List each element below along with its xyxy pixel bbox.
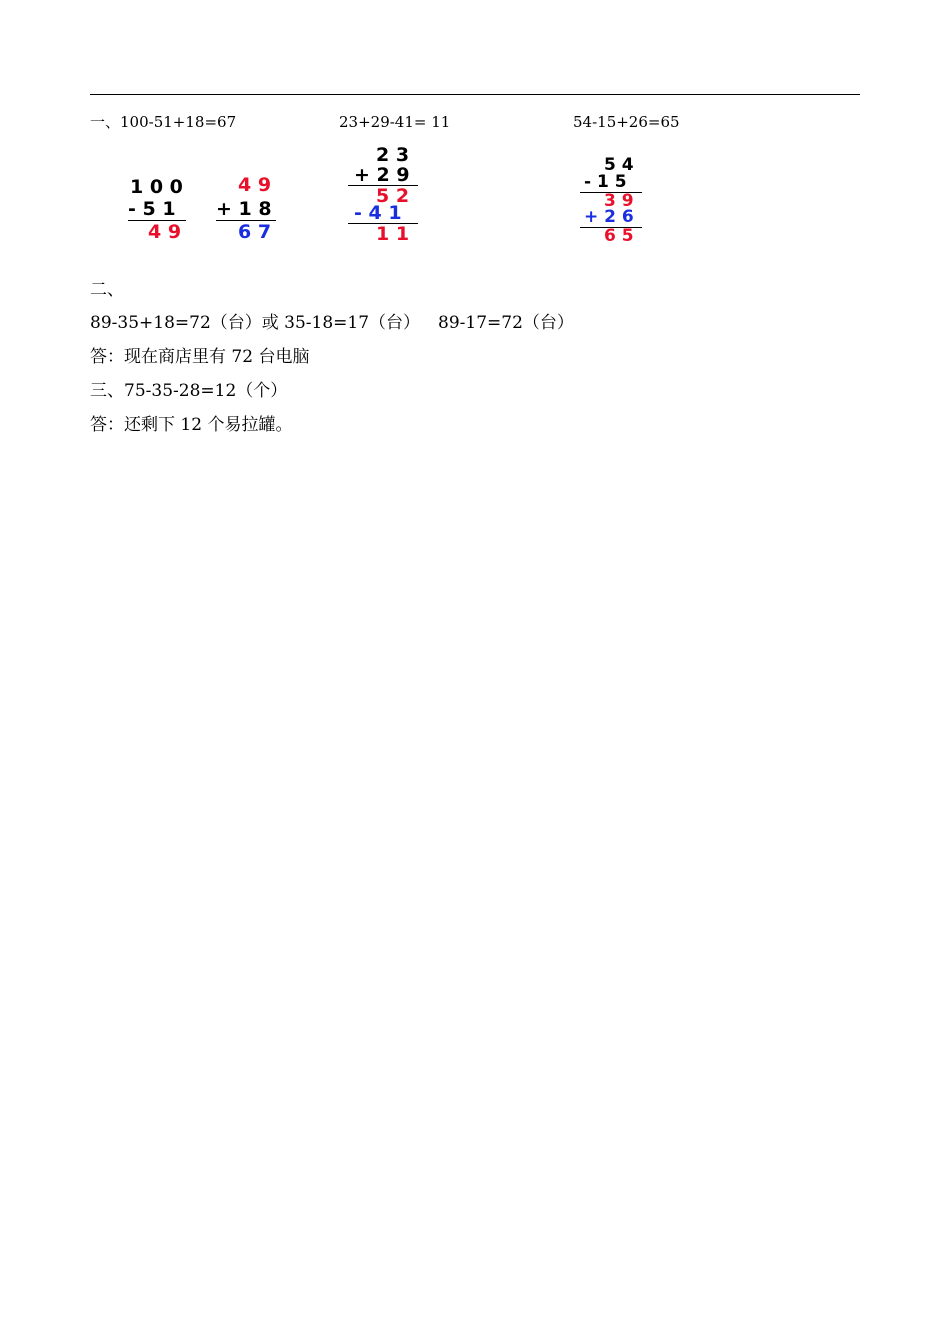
calc2-result: 1 1: [376, 223, 410, 245]
calc2-row1: 2 3: [376, 144, 410, 166]
vertical-calc-100-minus-51: [128, 176, 188, 246]
calc1a-row1: 1 0 0: [130, 176, 183, 198]
calc3-row1: 5 4: [604, 155, 634, 175]
calc1b-row2: + 1 8: [216, 198, 272, 220]
calc2-row2: + 2 9: [354, 164, 410, 186]
calc1b-result: 6 7: [238, 221, 272, 243]
section1-eq1: [90, 113, 236, 131]
vertical-calc-49-plus-18: [216, 174, 278, 246]
calc1a-row2: - 5 1: [128, 198, 176, 220]
section3-answer: 答：还剩下 12 个易拉罐。: [90, 415, 293, 435]
vertical-calc-23-29-41: [348, 144, 420, 244]
top-rule: [90, 94, 860, 95]
section2-line1a: 89-35+18=72（台）或 35-18=17（台）: [90, 313, 421, 333]
section2-heading: 二、: [90, 280, 124, 300]
section2-answer: 答：现在商店里有 72 台电脑: [90, 347, 310, 367]
section3-line: 三、75-35-28=12（个）: [90, 381, 288, 401]
calc3-row2: - 1 5: [584, 172, 627, 192]
vertical-calc-54-15-26: [580, 156, 644, 246]
section1-eq3: 54-15+26=65: [573, 113, 680, 131]
calc3-row3: 3 9: [604, 191, 634, 211]
section2-line1b: 89-17=72（台）: [438, 313, 574, 333]
section1-prefix: 一、: [90, 113, 121, 131]
eq1-text: 100-51+18=67: [120, 113, 237, 131]
calc3-result: 6 5: [604, 226, 634, 246]
calc1b-row1: 4 9: [238, 174, 272, 196]
calc1a-result: 4 9: [148, 221, 182, 243]
section1-eq2: 23+29-41= 11: [339, 113, 451, 131]
calc3-row4: + 2 6: [584, 207, 634, 227]
calc2-row4: - 4 1: [354, 202, 402, 224]
calc2-row3: 5 2: [376, 185, 410, 207]
